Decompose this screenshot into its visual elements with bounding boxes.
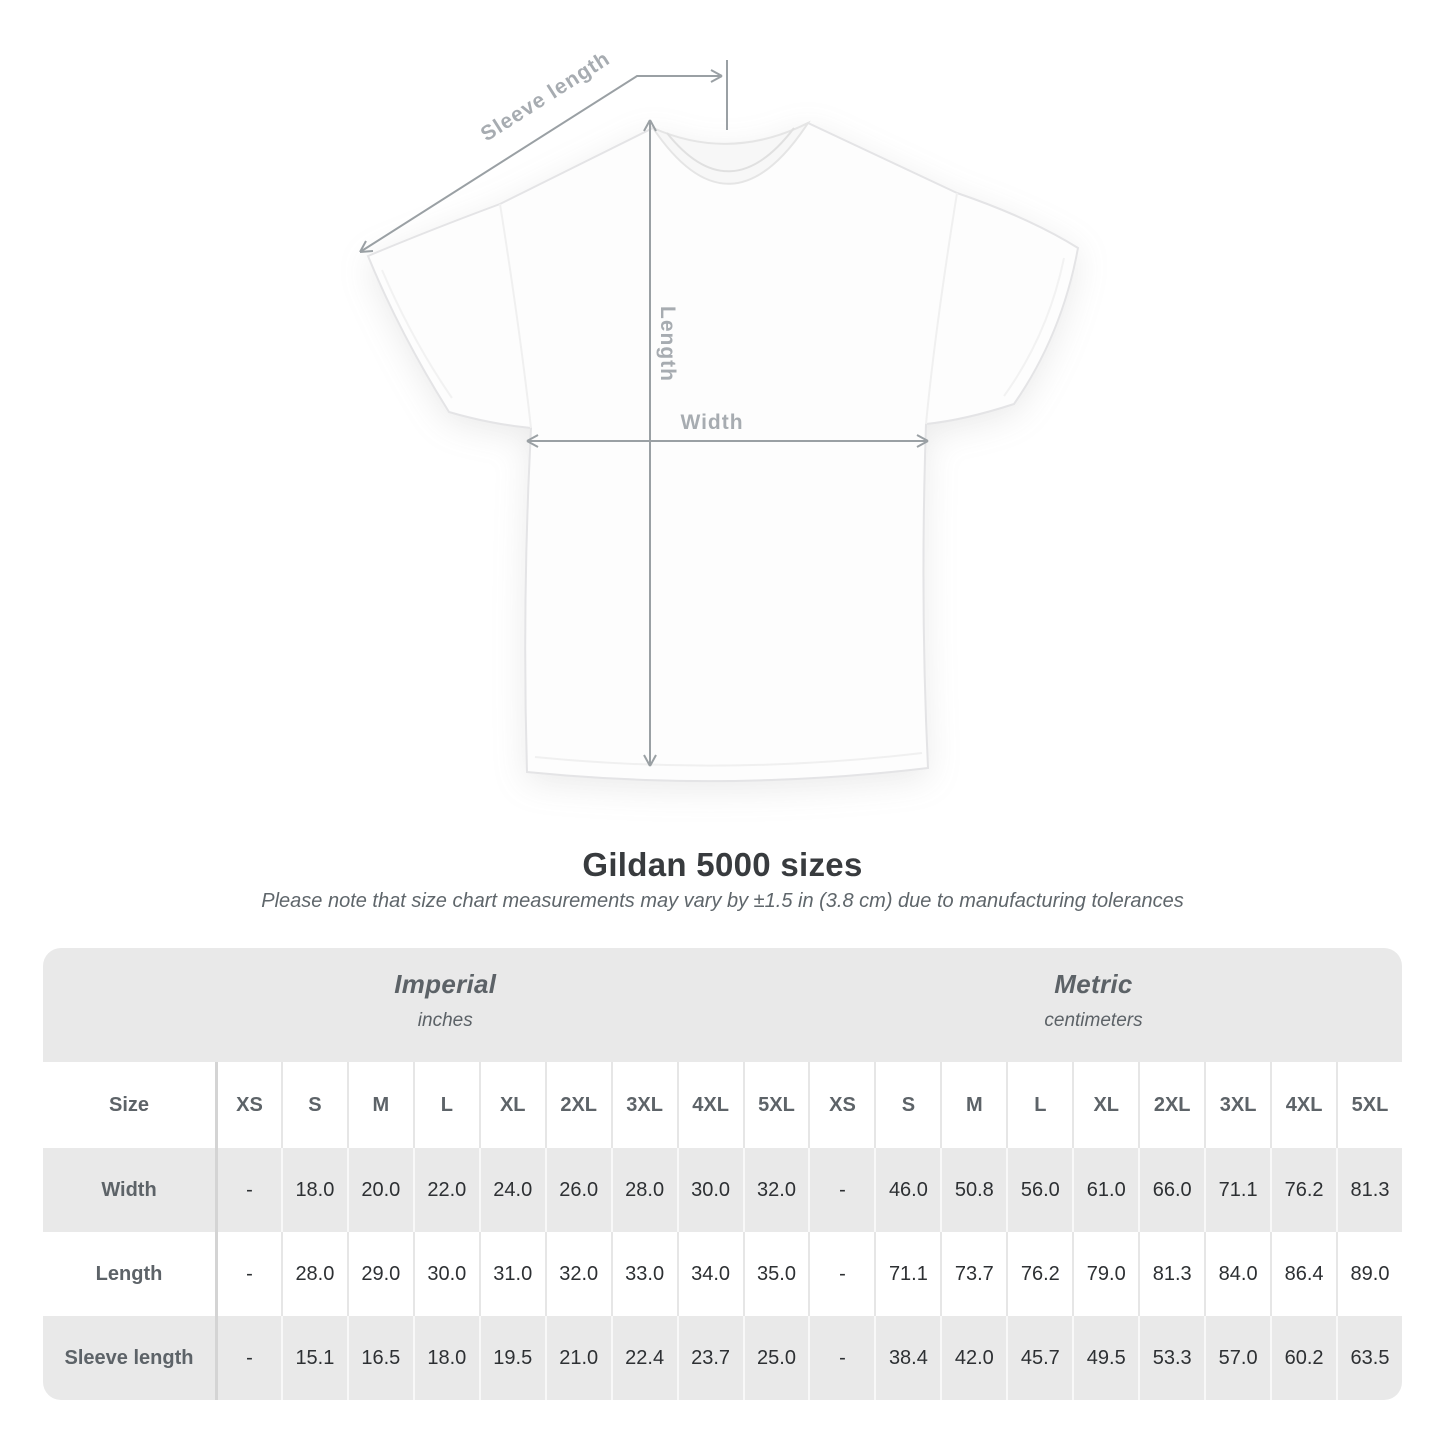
page-title: Gildan 5000 sizes xyxy=(582,846,863,883)
value-cell: 33.0 xyxy=(611,1232,677,1316)
value-cell: - xyxy=(808,1148,874,1232)
length-label: Length xyxy=(656,306,679,382)
width-label: Width xyxy=(680,411,744,434)
value-cell: 66.0 xyxy=(1138,1148,1204,1232)
value-cell: - xyxy=(215,1232,281,1316)
value-cell: 18.0 xyxy=(413,1316,479,1400)
value-cell: - xyxy=(215,1316,281,1400)
value-cell: 50.8 xyxy=(940,1148,1006,1232)
value-cell: - xyxy=(215,1148,281,1232)
value-cell: - xyxy=(808,1316,874,1400)
imperial-unit-label: inches xyxy=(417,1010,473,1031)
value-cell: 57.0 xyxy=(1204,1316,1270,1400)
column-header: L xyxy=(1006,1062,1072,1148)
value-cell: 28.0 xyxy=(611,1148,677,1232)
column-header: 4XL xyxy=(1270,1062,1336,1148)
value-cell: 20.0 xyxy=(347,1148,413,1232)
units-band xyxy=(43,948,1402,1062)
column-header: 5XL xyxy=(1336,1062,1402,1148)
value-cell: 34.0 xyxy=(677,1232,743,1316)
column-header: XL xyxy=(1072,1062,1138,1148)
value-cell: 30.0 xyxy=(413,1232,479,1316)
value-cell: 84.0 xyxy=(1204,1232,1270,1316)
value-cell: 23.7 xyxy=(677,1316,743,1400)
metric-group-header xyxy=(1044,948,1142,1062)
size-column-header: Size xyxy=(43,1062,215,1148)
value-cell: 28.0 xyxy=(281,1232,347,1316)
value-cell: 76.2 xyxy=(1270,1148,1336,1232)
value-cell: 49.5 xyxy=(1072,1316,1138,1400)
row-label: Width xyxy=(43,1148,215,1232)
value-cell: 60.2 xyxy=(1270,1316,1336,1400)
column-header: 2XL xyxy=(545,1062,611,1148)
value-cell: 16.5 xyxy=(347,1316,413,1400)
column-header: XL xyxy=(479,1062,545,1148)
imperial-group-header xyxy=(394,948,496,1062)
value-cell: 15.1 xyxy=(281,1316,347,1400)
value-cell: 21.0 xyxy=(545,1316,611,1400)
value-cell: 81.3 xyxy=(1138,1232,1204,1316)
column-header: S xyxy=(874,1062,940,1148)
value-cell: 46.0 xyxy=(874,1148,940,1232)
value-cell: 35.0 xyxy=(743,1232,809,1316)
value-cell: 32.0 xyxy=(545,1232,611,1316)
value-cell: 56.0 xyxy=(1006,1148,1072,1232)
value-cell: 76.2 xyxy=(1006,1232,1072,1316)
tshirt-graphic xyxy=(368,123,1078,781)
value-cell: 71.1 xyxy=(1204,1148,1270,1232)
column-header: L xyxy=(413,1062,479,1148)
column-header: XS xyxy=(808,1062,874,1148)
value-cell: 30.0 xyxy=(677,1148,743,1232)
metric-unit-label: centimeters xyxy=(1044,1010,1143,1031)
value-cell: 53.3 xyxy=(1138,1316,1204,1400)
value-cell: 25.0 xyxy=(743,1316,809,1400)
column-header: M xyxy=(940,1062,1006,1148)
sleeve-length-label: Sleeve length xyxy=(476,46,615,147)
tolerance-note: Please note that size chart measurements may vary by ±1.5 in (3.8 cm) due to manufacturing tolerances xyxy=(261,890,1184,912)
value-cell: 63.5 xyxy=(1336,1316,1402,1400)
value-cell: 26.0 xyxy=(545,1148,611,1232)
value-cell: 22.4 xyxy=(611,1316,677,1400)
value-cell: 24.0 xyxy=(479,1148,545,1232)
metric-label: Metric xyxy=(1054,969,1133,999)
value-cell: 86.4 xyxy=(1270,1232,1336,1316)
column-header: 3XL xyxy=(1204,1062,1270,1148)
value-cell: 79.0 xyxy=(1072,1232,1138,1316)
row-label: Sleeve length xyxy=(43,1316,215,1400)
value-cell: 89.0 xyxy=(1336,1232,1402,1316)
value-cell: - xyxy=(808,1232,874,1316)
value-cell: 32.0 xyxy=(743,1148,809,1232)
column-header: S xyxy=(281,1062,347,1148)
imperial-label: Imperial xyxy=(394,969,497,999)
column-header: 4XL xyxy=(677,1062,743,1148)
column-header: 5XL xyxy=(743,1062,809,1148)
value-cell: 81.3 xyxy=(1336,1148,1402,1232)
column-header: 2XL xyxy=(1138,1062,1204,1148)
value-cell: 61.0 xyxy=(1072,1148,1138,1232)
size-chart-table xyxy=(43,948,1402,1400)
value-cell: 29.0 xyxy=(347,1232,413,1316)
value-cell: 45.7 xyxy=(1006,1316,1072,1400)
column-header: M xyxy=(347,1062,413,1148)
value-cell: 42.0 xyxy=(940,1316,1006,1400)
column-header: 3XL xyxy=(611,1062,677,1148)
value-cell: 38.4 xyxy=(874,1316,940,1400)
value-cell: 19.5 xyxy=(479,1316,545,1400)
value-cell: 18.0 xyxy=(281,1148,347,1232)
value-cell: 73.7 xyxy=(940,1232,1006,1316)
value-cell: 31.0 xyxy=(479,1232,545,1316)
row-label: Length xyxy=(43,1232,215,1316)
value-cell: 22.0 xyxy=(413,1148,479,1232)
value-cell: 71.1 xyxy=(874,1232,940,1316)
column-header: XS xyxy=(215,1062,281,1148)
